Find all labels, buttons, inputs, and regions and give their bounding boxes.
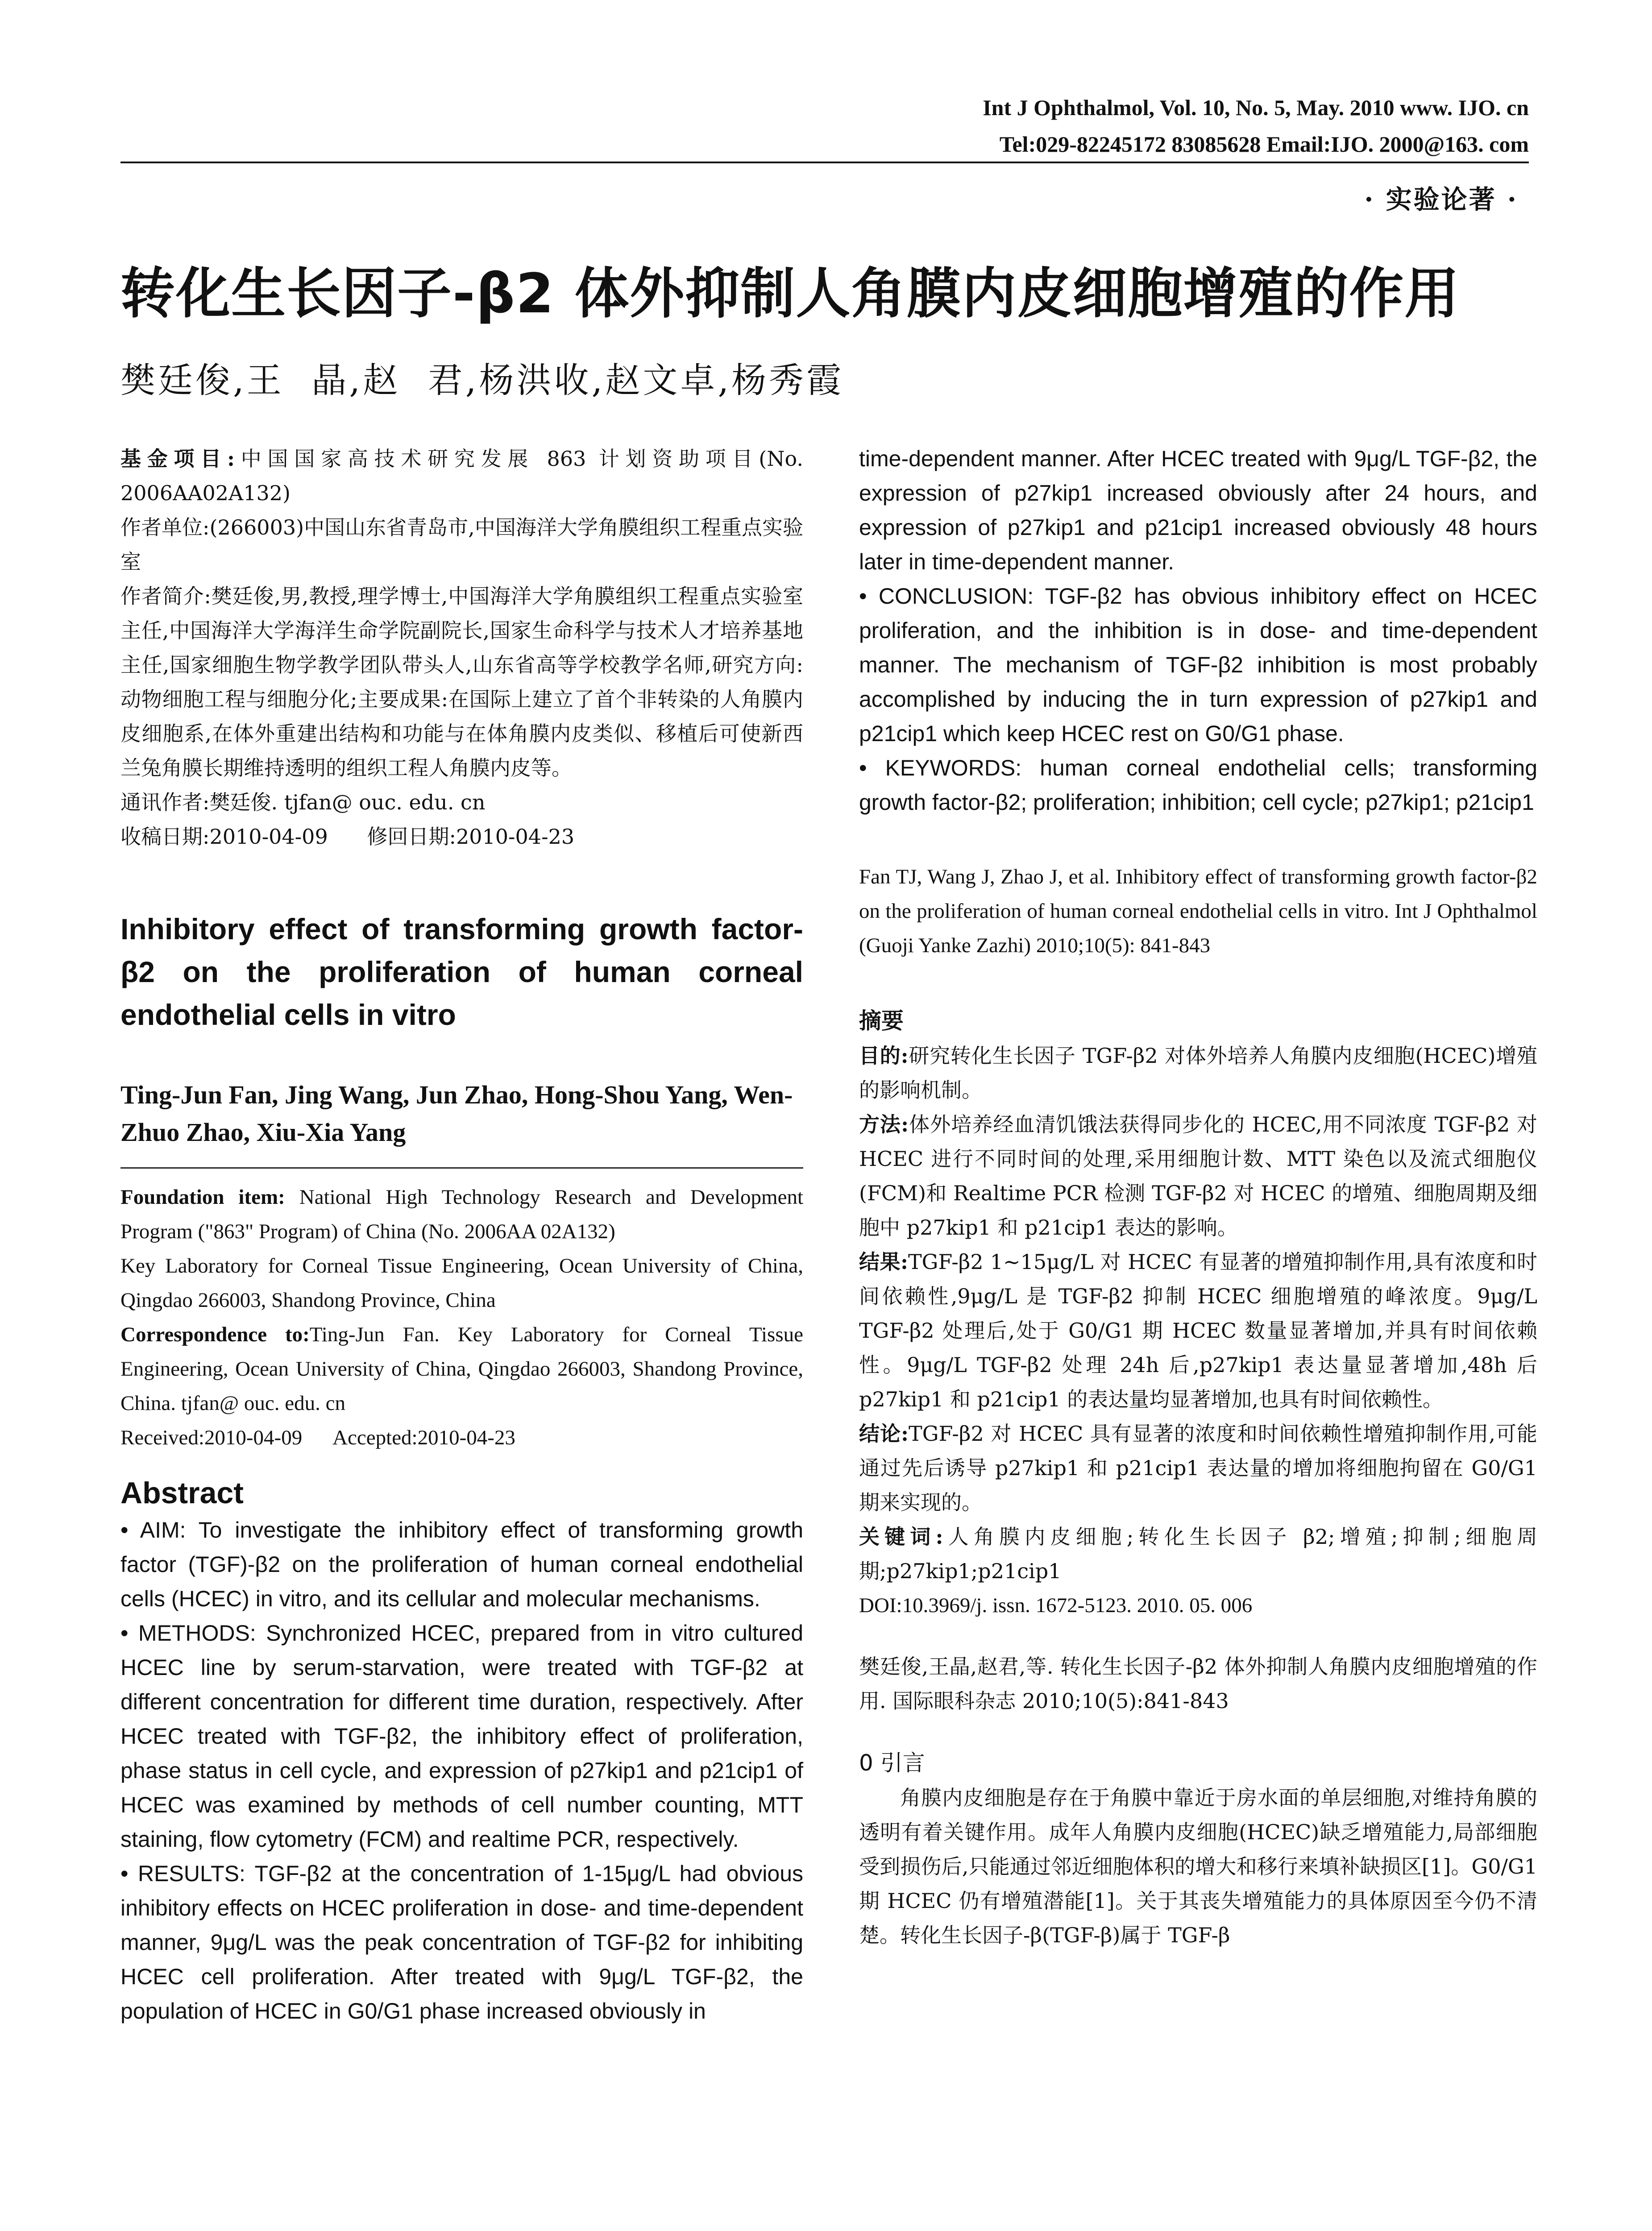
zh-info-item <box>120 510 803 579</box>
zh-info-label: 作者单位: <box>120 515 210 539</box>
zh-results <box>859 1245 1537 1417</box>
abstract-aim: • AIM: To investigate the inhibitory effect of transforming growth factor (TGF)-β2 on the proliferation of human corneal endothelial cells (HCEC) in vitro, and its cellular and molecular mechanisms. <box>120 1518 803 1611</box>
journal-header <box>983 89 1529 162</box>
abstract-methods: • METHODS: Synchronized HCEC, prepared from in vitro cultured HCEC line by serum-starvation, were treated with TGF-β2 at different concentration for different time duration, respectively. After HCEC treated with TGF-β2, the inhibitory effect of proliferation, phase status in cell cycle, and expression of p27kip1 and p21cip1 of HCEC was examined by methods of cell number counting, MTT staining, flow cytometry (FCM) and realtime PCR, respectively. <box>120 1621 803 1852</box>
zh-info-label: 作者简介: <box>120 584 211 608</box>
zh-info-block <box>120 442 803 854</box>
zh-info-text: (266003)中国山东省青岛市,中国海洋大学角膜组织工程重点实验室 <box>120 515 803 574</box>
zh-methods <box>859 1107 1537 1245</box>
abstract-results-continued: time-dependent manner. After HCEC treated with 9μg/L TGF-β2, the expression of p27kip1 increased obviously after 24 hours, and expression of p27kip1 and p21cip1 increased obviously 48 hours later in time-dependent manner. <box>859 446 1537 574</box>
zh-info-label: 基金项目: <box>120 447 235 471</box>
zh-info-label: 通讯作者: <box>120 790 210 814</box>
citation-en: Fan TJ, Wang J, Zhao J, et al. Inhibitory effect of transforming growth factor-β2 on the proliferation of human corneal endothelial cells in vitro. Int J Ophthalmol (Guoji Yanke Zazhi) 2010;10(5): 841-843 <box>859 865 1537 957</box>
zh-keywords-label: 关键词: <box>859 1525 943 1549</box>
intro-heading: 0 引言 <box>859 1750 925 1776</box>
left-column <box>120 442 803 2028</box>
zh-abstract-heading: 摘要 <box>859 1008 904 1034</box>
intro-text: 角膜内皮细胞是存在于角膜中靠近于房水面的单层细胞,对维持角膜的透明有着关键作用。成年人角膜内皮细胞(HCEC)缺乏增殖能力,局部细胞受到损伤后,只能通过邻近细胞体积的增大和移行来填补缺损区[1]。G0/G1 期 HCEC 仍有增殖潜能[1]。关于其丧失增殖能力的具体原因至今仍不清楚。转化生长因子-β(TGF-β)属于 TGF-β <box>859 1786 1537 1947</box>
zh-keywords <box>859 1520 1537 1588</box>
zh-aim-text: 研究转化生长因子 TGF-β2 对体外培养人角膜内皮细胞(HCEC)增殖的影响机制。 <box>859 1044 1537 1102</box>
section-label: · 实验论著 · <box>1364 184 1518 215</box>
zh-info-item <box>120 579 803 785</box>
citation-zh: 樊廷俊,王晶,赵君,等. 转化生长因子-β2 体外抑制人角膜内皮细胞增殖的作用. 国际眼科杂志 2010;10(5):841-843 <box>859 1655 1537 1713</box>
zh-info-item <box>120 442 803 510</box>
zh-methods-text: 体外培养经血清饥饿法获得同步化的 HCEC,用不同浓度 TGF-β2 对 HCEC 进行不同时间的处理,采用细胞计数、MTT 染色以及流式细胞仪(FCM)和 Realtime PCR 检测 TGF-β2 对 HCEC 的增殖、细胞周期及细胞中 p27kip1 和 p21cip1 表达的影响。 <box>859 1112 1538 1240</box>
affiliation: Key Laboratory for Corneal Tissue Engineering, Ocean University of China, Qingdao 266003, Shandong Province, China <box>120 1254 803 1312</box>
en-authors: Ting-Jun Fan, Jing Wang, Jun Zhao, Hong-Shou Yang, Wen-Zhuo Zhao, Xiu-Xia Yang <box>120 1080 793 1147</box>
journal-citation-line: Int J Ophthalmol, Vol. 10, No. 5, May. 2010 www. IJO. cn <box>983 95 1529 120</box>
zh-authors: 樊廷俊,王 晶,赵 君,杨洪收,赵文卓,杨秀霞 <box>120 361 844 401</box>
correspondence-text: Ting-Jun Fan. Key Laboratory for Corneal Tissue Engineering, Ocean University of China, Qingdao 266003, Shandong Province, China. tjfan@ ouc. edu. cn <box>120 1323 803 1415</box>
zh-methods-label: 方法: <box>859 1112 909 1136</box>
zh-info-text: 中国国家高技术研究发展 863 计划资助项目(No. 2006AA02A132) <box>120 447 804 505</box>
zh-conclusion-text: TGF-β2 对 HCEC 具有显著的浓度和时间依赖性增殖抑制作用,可能通过先后诱导 p27kip1 和 p21cip1 表达量的增加将细胞拘留在 G0/G1 期来实现的。 <box>859 1422 1537 1514</box>
zh-conclusion-label: 结论: <box>859 1422 909 1446</box>
right-column <box>859 442 1537 1953</box>
zh-results-label: 结果: <box>859 1250 908 1274</box>
en-title: Inhibitory effect of transforming growth factor-β2 on the proliferation of human corneal endothelial cells in vitro <box>120 912 803 1031</box>
doi: DOI:10.3969/j. issn. 1672-5123. 2010. 05. 006 <box>859 1594 1253 1617</box>
zh-results-text: TGF-β2 1~15μg/L 对 HCEC 有显著的增殖抑制作用,具有浓度和时间依赖性,9μg/L 是 TGF-β2 抑制 HCEC 细胞增殖的峰浓度。9μg/L TGF-β2 处理后,处于 G0/G1 期 HCEC 数量显著增加,并具有时间依赖性。9μg/L TGF-β2 处理 24h 后,p27kip1 表达量显著增加,48h 后 p27kip1 和 p21cip1 的表达量均显著增加,也具有时间依赖性。 <box>859 1250 1538 1411</box>
zh-info-item <box>120 820 803 854</box>
zh-conclusion <box>859 1417 1537 1520</box>
correspondence-label: Correspondence to: <box>120 1323 310 1346</box>
zh-info-text: 樊廷俊,男,教授,理学博士,中国海洋大学角膜组织工程重点实验室主任,中国海洋大学海洋生命学院副院长,国家生命科学与技术人才培养基地主任,国家细胞生物学教学团队带头人,山东省高等学校教学名师,研究方向:动物细胞工程与细胞分化;主要成果:在国际上建立了首个非转染的人角膜内皮细胞系,在体外重建出结构和功能与在体角膜内皮类似、移植后可使新西兰兔角膜长期维持透明的组织工程人角膜内皮等。 <box>120 584 803 780</box>
correspondence <box>120 1318 803 1421</box>
zh-info-text: 2010-04-09 修回日期:2010-04-23 <box>209 825 575 849</box>
abstract-conclusion: • CONCLUSION: TGF-β2 has obvious inhibitory effect on HCEC proliferation, and the inhibition is in dose- and time-dependent manner. The mechanism of TGF-β2 inhibition is most probably accomplished by inducing the in turn expression of p27kip1 and p21cip1 which keep HCEC rest on G0/G1 phase. <box>859 584 1537 746</box>
zh-aim <box>859 1039 1537 1107</box>
zh-title: 转化生长因子-β2 体外抑制人角膜内皮细胞增殖的作用 <box>120 262 1460 325</box>
abstract-heading: Abstract <box>120 1476 244 1510</box>
received-dates: Received:2010-04-09 Accepted:2010-04-23 <box>120 1426 515 1449</box>
zh-info-item <box>120 785 803 820</box>
journal-contact-line: Tel:029-82245172 83085628 Email:IJO. 2000@163. com <box>999 132 1529 157</box>
zh-aim-label: 目的: <box>859 1044 909 1068</box>
header-rule <box>120 162 1529 163</box>
foundation-label: Foundation item: <box>120 1186 285 1209</box>
foundation-text: National High Technology Research and Development Program ("863" Program) of China (No. 2006AA 02A132) <box>120 1186 803 1243</box>
abstract-keywords: • KEYWORDS: human corneal endothelial cells; transforming growth factor-β2; proliferation; inhibition; cell cycle; p27kip1; p21cip1 <box>859 755 1537 815</box>
zh-info-text: 樊廷俊. tjfan@ ouc. edu. cn <box>209 790 486 814</box>
zh-info-label: 收稿日期: <box>120 825 210 849</box>
zh-keywords-text: 人角膜内皮细胞;转化生长因子 β2;增殖;抑制;细胞周期;p27kip1;p21cip1 <box>859 1525 1537 1583</box>
abstract-results: • RESULTS: TGF-β2 at the concentration of 1-15μg/L had obvious inhibitory effects on HCEC proliferation in dose- and time-dependent manner, 9μg/L was the peak concentration of TGF-β2 for inhibiting HCEC cell proliferation. After treated with 9μg/L TGF-β2, the population of HCEC in G0/G1 phase increased obviously in <box>120 1861 803 2024</box>
foundation-item <box>120 1180 803 1249</box>
